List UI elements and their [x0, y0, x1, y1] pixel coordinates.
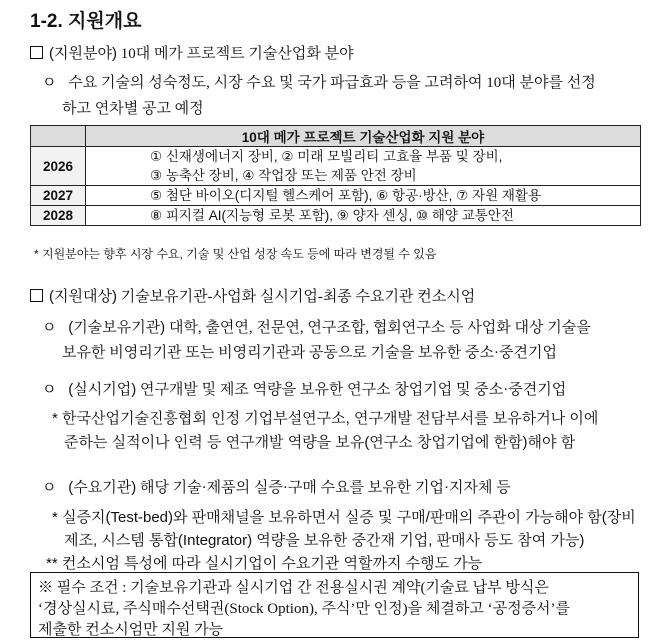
fields-heading-text: 10대 메가 프로젝트 기술산업화 분야	[120, 46, 354, 62]
checkbox-square-icon	[30, 289, 43, 302]
implementer-label: (실시기업)	[68, 381, 137, 398]
year-cell: 2028	[31, 206, 86, 226]
bullet: ㅇ	[42, 382, 57, 398]
fields-section-heading	[30, 42, 354, 63]
table-footnote: * 지원분야는 향후 시장 수요, 기술 및 산업 성장 속도 등에 따라 변경될 수 있음	[34, 247, 437, 261]
condition-line1: ※ 필수 조건 : 기술보유기관과 실시기업 간 전용실시권 계약(기술료 납부 방식은	[38, 580, 549, 596]
section-title: 1-2. 지원개요	[30, 11, 142, 32]
table-row	[31, 186, 641, 206]
condition-line2: ‘경상실시료, 주식매수선택권(Stock Option), 주식’만 인정)을 체결하고 ‘공정증서’를	[38, 601, 571, 617]
demand-note-line2: 제조, 시스템 통합(Integrator) 역량을 보유한 중간재 기업, 판매사 등도 참여 가능)	[64, 532, 585, 549]
implementer-line	[42, 378, 566, 399]
fields-cell: ⑧ 피지컬 AI(지능형 로봇 포함), ⑨ 양자 센싱, ⑩ 해양 교통안전	[86, 206, 641, 226]
bullet: ㅇ	[42, 75, 57, 91]
table-header: 10대 메가 프로젝트 기술산업화 지원 분야	[86, 126, 641, 147]
fields-desc-line1	[42, 71, 596, 92]
target-section-heading	[30, 285, 475, 306]
target-heading-text: 기술보유기관-사업화 실시기업-최종 수요기관 컨소시엄	[120, 289, 476, 305]
demand-text: 해당 기술·제품의 실증·구매 수요를 보유한 기업·지자체 등	[139, 480, 511, 496]
condition-line3: 제출한 컨소시엄만 지원 가능	[38, 622, 224, 638]
demand-line	[42, 476, 511, 497]
bullet: ㅇ	[42, 320, 57, 336]
fields-table	[30, 125, 641, 226]
fields-desc-line2: 하고 연차별 공고 예정	[62, 101, 204, 117]
fields-heading-label: (지원분야)	[49, 45, 117, 62]
demand-label: (수요기관)	[68, 479, 137, 496]
implementer-text: 연구개발 및 제조 역량을 보유한 연구소 창업기업 및 중소·중견기업	[139, 382, 567, 398]
tech-holder-text: 대학, 출연연, 전문연, 연구조합, 협회연구소 등 사업화 대상 기술을	[168, 320, 591, 336]
year-cell: 2027	[31, 186, 86, 206]
implementer-note-line2: 준하는 실적이나 인력 등 연구개발 역량을 보유(연구소 창업기업에 한함)해야 함	[64, 434, 576, 451]
table-row	[31, 206, 641, 226]
table-corner	[31, 126, 86, 147]
fields-cell: ① 신재생에너지 장비, ② 미래 모빌리티 고효율 부품 및 장비, ③ 농축산 장비, ④ 작업장 또는 제품 안전 장비	[86, 147, 641, 186]
tech-holder-label: (기술보유기관)	[68, 319, 166, 336]
tech-holder-line1	[42, 316, 591, 337]
fields-desc-text: 수요 기술의 성숙정도, 시장 수요 및 국가 파급효과 등을 고려하여 10대 분야를 선정	[68, 75, 596, 91]
demand-note2: ** 컨소시엄 특성에 따라 실시기업이 수요기관 역할까지 수행도 가능	[46, 555, 483, 572]
tech-holder-line2: 보유한 비영리기관 또는 비영리기관과 공동으로 기술을 보유한 중소·중견기업	[62, 345, 557, 361]
fields-cell: ⑤ 첨단 바이오(디지털 헬스케어 포함), ⑥ 항공·방산, ⑦ 자원 재활용	[86, 186, 641, 206]
demand-note-line1: * 실증지(Test-bed)와 판매채널을 보유하면서 실증 및 구매/판매의 주관이 가능해야 함(장비	[52, 509, 636, 526]
implementer-note-line1: * 한국산업기술진흥협회 인정 기업부설연구소, 연구개발 전담부서를 보유하거나 이에	[52, 410, 599, 427]
target-heading-label: (지원대상)	[49, 288, 117, 305]
year-cell: 2026	[31, 147, 86, 186]
checkbox-square-icon	[30, 46, 43, 59]
table-row	[31, 147, 641, 186]
bullet: ㅇ	[42, 480, 57, 496]
